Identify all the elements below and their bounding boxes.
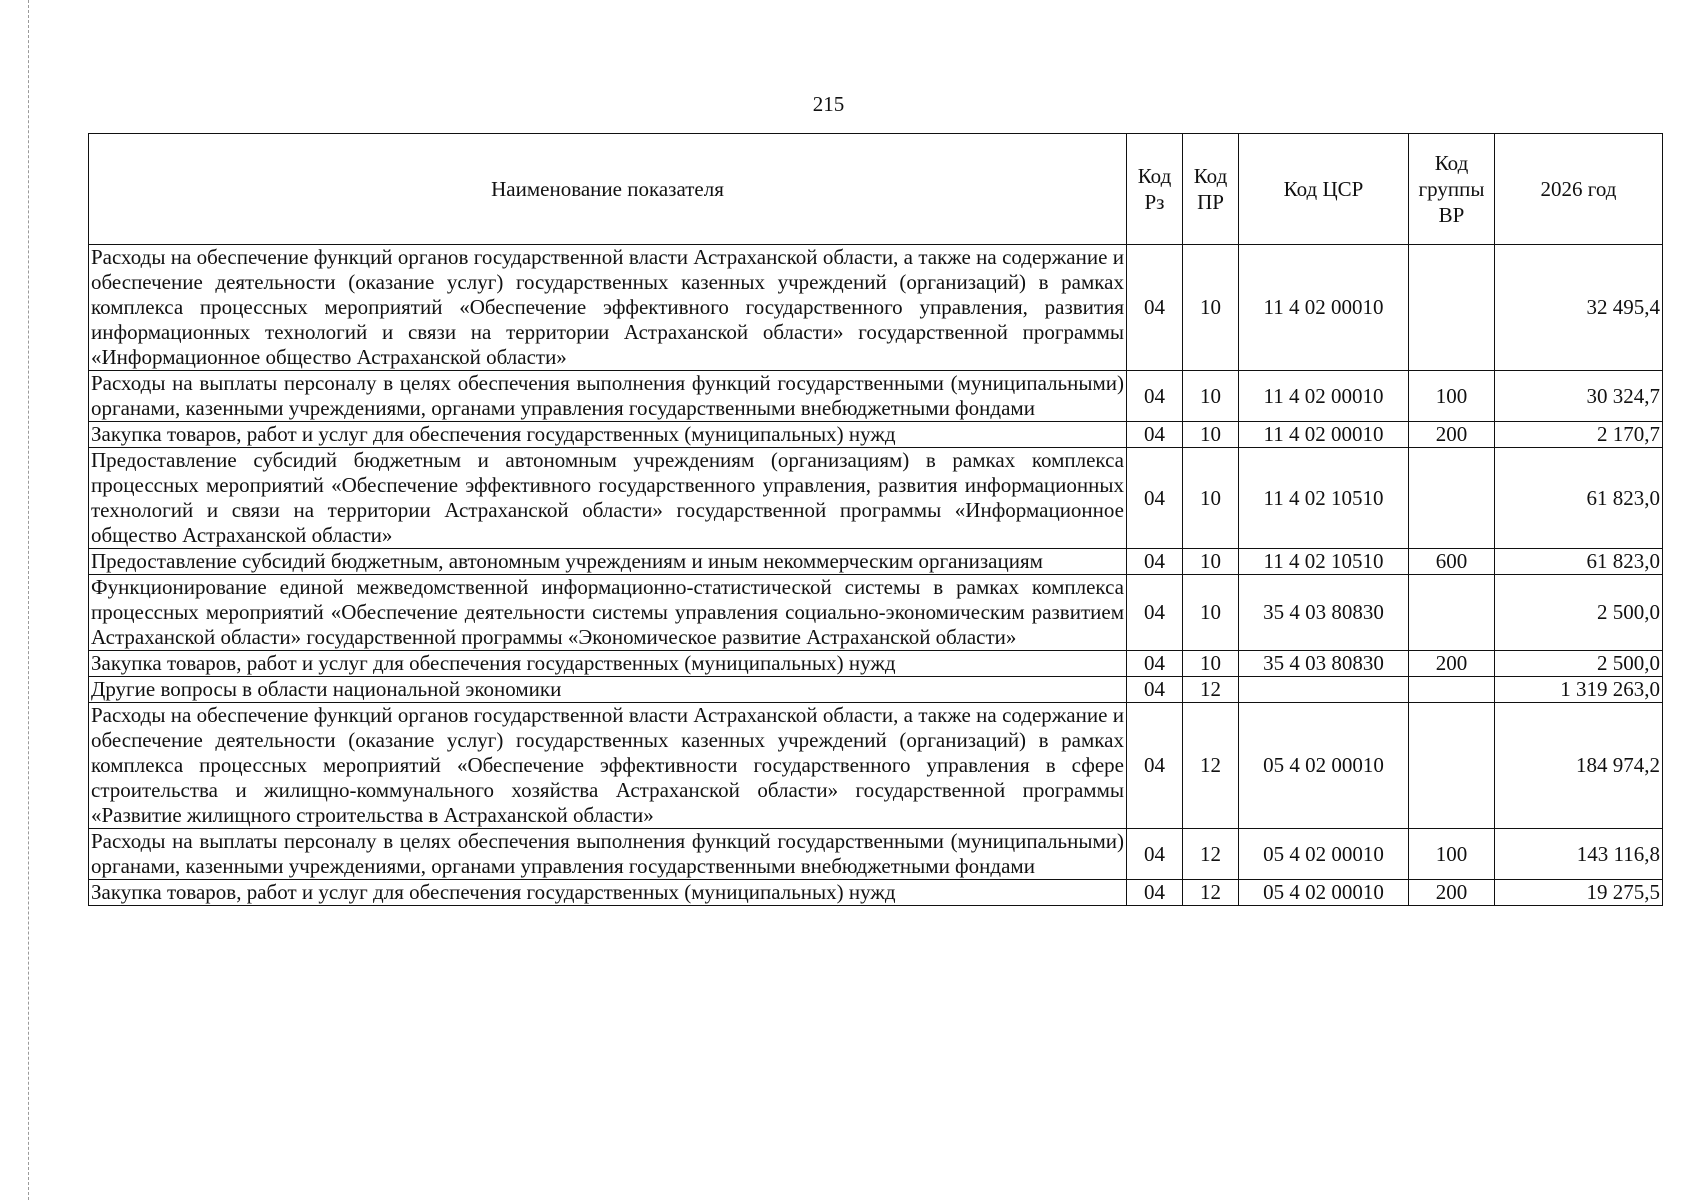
row-amount: 2 500,0 <box>1495 651 1663 677</box>
row-vr <box>1409 448 1495 549</box>
table-row <box>89 448 1663 549</box>
row-vr: 600 <box>1409 549 1495 575</box>
row-rz: 04 <box>1127 549 1183 575</box>
header-pr: Код ПР <box>1183 134 1239 245</box>
row-csr: 11 4 02 10510 <box>1239 549 1409 575</box>
row-rz: 04 <box>1127 371 1183 422</box>
row-name: Другие вопросы в области национальной экономики <box>89 677 1127 703</box>
row-name: Закупка товаров, работ и услуг для обеспечения государственных (муниципальных) нужд <box>89 880 1127 906</box>
row-name: Предоставление субсидий бюджетным, автономным учреждениям и иным некоммерческим организациям <box>89 549 1127 575</box>
row-csr: 05 4 02 00010 <box>1239 880 1409 906</box>
row-pr: 10 <box>1183 371 1239 422</box>
row-vr <box>1409 703 1495 829</box>
row-pr: 10 <box>1183 549 1239 575</box>
table-row <box>89 245 1663 371</box>
row-csr: 11 4 02 00010 <box>1239 371 1409 422</box>
row-name: Закупка товаров, работ и услуг для обеспечения государственных (муниципальных) нужд <box>89 651 1127 677</box>
header-row <box>89 134 1663 245</box>
row-amount: 30 324,7 <box>1495 371 1663 422</box>
row-csr: 11 4 02 00010 <box>1239 245 1409 371</box>
row-csr: 05 4 02 00010 <box>1239 703 1409 829</box>
row-csr: 35 4 03 80830 <box>1239 651 1409 677</box>
row-csr: 35 4 03 80830 <box>1239 575 1409 651</box>
row-name: Расходы на выплаты персоналу в целях обеспечения выполнения функций государственными (муниципальными) органами, казенными учреждениями, органами управления государственными внебюджетными фондами <box>89 829 1127 880</box>
row-pr: 12 <box>1183 677 1239 703</box>
row-csr <box>1239 677 1409 703</box>
row-rz: 04 <box>1127 880 1183 906</box>
row-pr: 10 <box>1183 651 1239 677</box>
row-rz: 04 <box>1127 677 1183 703</box>
row-pr: 10 <box>1183 448 1239 549</box>
row-pr: 10 <box>1183 575 1239 651</box>
row-amount: 61 823,0 <box>1495 549 1663 575</box>
header-name: Наименование показателя <box>89 134 1127 245</box>
table-row <box>89 422 1663 448</box>
row-rz: 04 <box>1127 575 1183 651</box>
row-pr: 12 <box>1183 703 1239 829</box>
row-vr <box>1409 245 1495 371</box>
table-body <box>89 245 1663 906</box>
table-row <box>89 651 1663 677</box>
header-csr: Код ЦСР <box>1239 134 1409 245</box>
header-vr: Код группы ВР <box>1409 134 1495 245</box>
row-vr: 200 <box>1409 422 1495 448</box>
table-row <box>89 677 1663 703</box>
row-vr: 100 <box>1409 371 1495 422</box>
row-rz: 04 <box>1127 651 1183 677</box>
row-name: Предоставление субсидий бюджетным и автономным учреждениям (организациям) в рамках комплекса процессных мероприятий «Обеспечение эффективного государственного управления, развития информационных технологий и связи на территории Астраханской области» государственной программы «Информационное общество Астраханской области» <box>89 448 1127 549</box>
row-rz: 04 <box>1127 448 1183 549</box>
table-row <box>89 549 1663 575</box>
header-rz: Код Рз <box>1127 134 1183 245</box>
table-row <box>89 371 1663 422</box>
row-vr <box>1409 575 1495 651</box>
row-vr: 200 <box>1409 651 1495 677</box>
row-amount: 19 275,5 <box>1495 880 1663 906</box>
row-amount: 1 319 263,0 <box>1495 677 1663 703</box>
row-pr: 12 <box>1183 829 1239 880</box>
row-amount: 2 500,0 <box>1495 575 1663 651</box>
row-amount: 61 823,0 <box>1495 448 1663 549</box>
row-pr: 10 <box>1183 245 1239 371</box>
row-rz: 04 <box>1127 703 1183 829</box>
page-number: 215 <box>812 92 845 116</box>
row-name: Расходы на обеспечение функций органов государственной власти Астраханской области, а также на содержание и обеспечение деятельности (оказание услуг) государственных казенных учреждений (организаций) в рамках комплекса процессных мероприятий «Обеспечение эффективности государственного управления в сфере строительства и жилищно-коммунального хозяйства Астраханской области» государственной программы «Развитие жилищного строительства в Астраханской области» <box>89 703 1127 829</box>
table-row <box>89 575 1663 651</box>
table-row <box>89 703 1663 829</box>
row-amount: 184 974,2 <box>1495 703 1663 829</box>
row-amount: 143 116,8 <box>1495 829 1663 880</box>
row-rz: 04 <box>1127 245 1183 371</box>
table-row <box>89 880 1663 906</box>
row-csr: 11 4 02 10510 <box>1239 448 1409 549</box>
row-vr <box>1409 677 1495 703</box>
row-pr: 12 <box>1183 880 1239 906</box>
row-name: Закупка товаров, работ и услуг для обеспечения государственных (муниципальных) нужд <box>89 422 1127 448</box>
row-amount: 32 495,4 <box>1495 245 1663 371</box>
row-rz: 04 <box>1127 829 1183 880</box>
budget-table <box>88 133 1663 906</box>
header-year: 2026 год <box>1495 134 1663 245</box>
row-csr: 11 4 02 00010 <box>1239 422 1409 448</box>
row-pr: 10 <box>1183 422 1239 448</box>
row-name: Расходы на выплаты персоналу в целях обеспечения выполнения функций государственными (муниципальными) органами, казенными учреждениями, органами управления государственными внебюджетными фондами <box>89 371 1127 422</box>
row-name: Расходы на обеспечение функций органов государственной власти Астраханской области, а также на содержание и обеспечение деятельности (оказание услуг) государственных казенных учреждений (организаций) в рамках комплекса процессных мероприятий «Обеспечение эффективного государственного управления, развития информационных технологий и связи на территории Астраханской области» государственной программы «Информационное общество Астраханской области» <box>89 245 1127 371</box>
row-csr: 05 4 02 00010 <box>1239 829 1409 880</box>
row-vr: 200 <box>1409 880 1495 906</box>
row-name: Функционирование единой межведомственной информационно-статистической системы в рамках комплекса процессных мероприятий «Обеспечение деятельности системы управления социально-экономическим развитием Астраханской области» государственной программы «Экономическое развитие Астраханской области» <box>89 575 1127 651</box>
row-amount: 2 170,7 <box>1495 422 1663 448</box>
table-row <box>89 829 1663 880</box>
scan-edge-line <box>28 0 29 1200</box>
row-vr: 100 <box>1409 829 1495 880</box>
table-header <box>89 134 1663 245</box>
row-rz: 04 <box>1127 422 1183 448</box>
